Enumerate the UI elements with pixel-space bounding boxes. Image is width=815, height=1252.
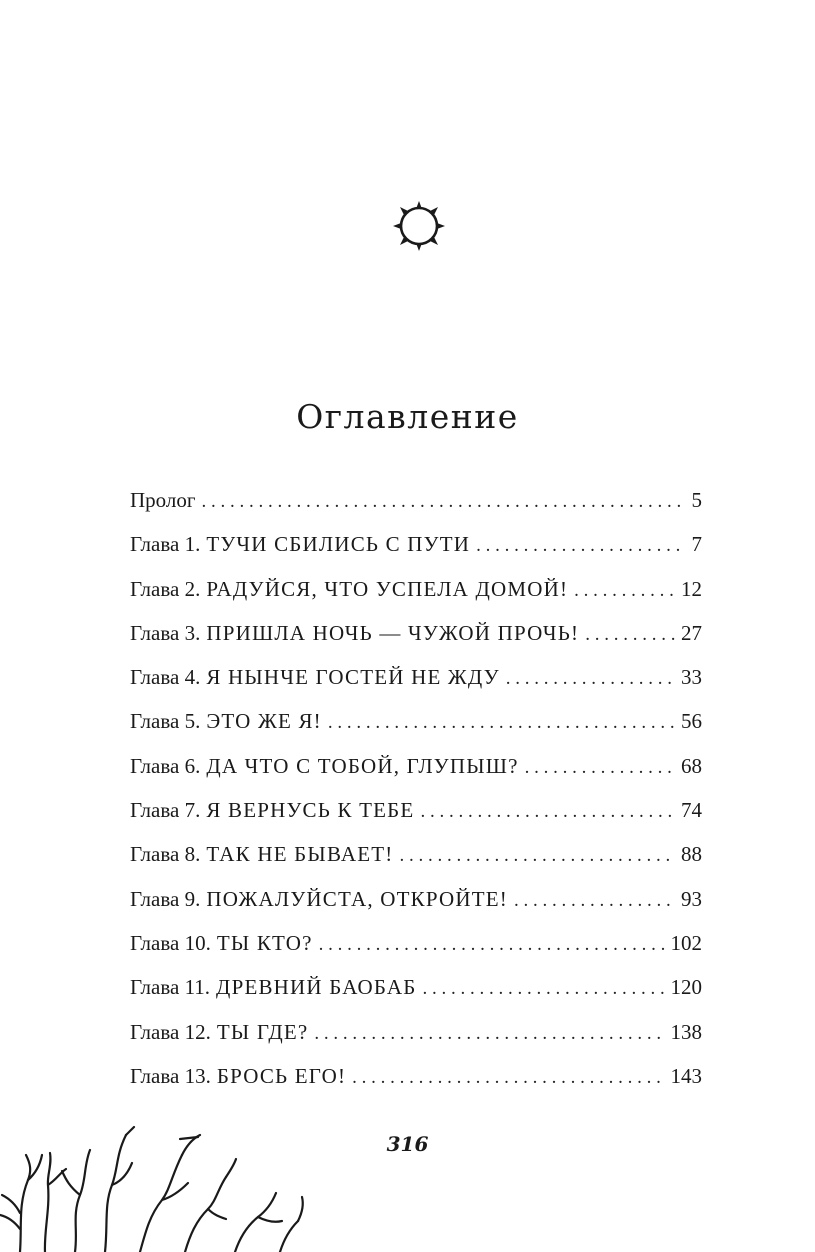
toc-entry-title: РАДУЙСЯ, ЧТО УСПЕЛА ДОМОЙ! (206, 576, 569, 601)
toc-row (130, 832, 702, 876)
toc-row (130, 478, 702, 522)
toc-entry-title: ПОЖАЛУЙСТА, ОТКРОЙТЕ! (206, 886, 508, 911)
toc-dot-leader (525, 746, 675, 790)
toc-entry-title: Я НЫНЧЕ ГОСТЕЙ НЕ ЖДУ (206, 665, 500, 690)
toc-entry-title: ТАК НЕ БЫВАЕТ! (206, 842, 394, 867)
toc-row (130, 1010, 702, 1054)
toc-entry-label: Глава 13. (130, 1063, 211, 1088)
toc-entry-page: 56 (681, 709, 702, 734)
toc-dot-leader (476, 524, 685, 568)
toc-row (130, 965, 702, 1009)
toc-row (130, 611, 702, 655)
toc-entry-page: 33 (681, 665, 702, 690)
toc-entry-page: 93 (681, 886, 702, 911)
toc-entry-page: 68 (681, 753, 702, 778)
toc-entry-page: 5 (691, 488, 702, 512)
toc-entry-title: ДРЕВНИЙ БАОБАБ (216, 975, 417, 1000)
toc-entry-page: 7 (691, 532, 702, 557)
toc-row (130, 699, 702, 743)
toc-dot-leader (319, 923, 665, 967)
toc-dot-leader (514, 879, 675, 923)
toc-entry-title: ЭТО ЖЕ Я! (206, 709, 322, 734)
toc-entry-label: Глава 4. (130, 665, 201, 690)
toc-entry-label: Глава 5. (130, 709, 201, 734)
toc-row (130, 744, 702, 788)
toc-entry-page: 138 (670, 1019, 702, 1044)
toc-dot-leader (352, 1056, 664, 1100)
toc-entry-page: 88 (681, 842, 702, 867)
toc-entry-page: 120 (670, 975, 702, 1000)
toc-entry-label: Глава 7. (130, 798, 201, 823)
toc-entry-label: Глава 9. (130, 886, 201, 911)
toc-dot-leader (420, 790, 675, 834)
toc-entry-title: Я ВЕРНУСЬ К ТЕБЕ (206, 798, 415, 823)
toc-dot-leader (399, 834, 675, 878)
toc-entry-label: Глава 3. (130, 620, 201, 645)
toc-dot-leader (574, 569, 675, 613)
toc-dot-leader (201, 480, 685, 524)
toc-row (130, 921, 702, 965)
toc-row (130, 567, 702, 611)
branches-illustration (0, 1125, 330, 1252)
toc-entry-page: 143 (670, 1063, 702, 1088)
toc-entry-title: ТУЧИ СБИЛИСЬ С ПУТИ (206, 532, 471, 557)
page-number: 316 (386, 1132, 429, 1156)
toc-row (130, 788, 702, 832)
toc-entry-label: Глава 1. (130, 532, 201, 557)
toc-entry-title: ТЫ КТО? (216, 930, 313, 955)
toc-row (130, 522, 702, 566)
toc-row (130, 1054, 702, 1098)
toc-entry-label: Глава 12. (130, 1019, 211, 1044)
toc-dot-leader (328, 701, 675, 745)
toc-entry-label: Глава 10. (130, 930, 211, 955)
table-of-contents (130, 478, 702, 1098)
toc-row (130, 877, 702, 921)
page-title: Оглавление (296, 397, 519, 437)
toc-entry-page: 102 (670, 930, 702, 955)
toc-entry-label: Глава 6. (130, 753, 201, 778)
toc-dot-leader (314, 1012, 664, 1056)
toc-entry-label: Глава 11. (130, 975, 211, 1000)
toc-entry-title: ТЫ ГДЕ? (216, 1019, 309, 1044)
toc-dot-leader (585, 613, 675, 657)
toc-entry-label: Глава 8. (130, 842, 201, 867)
toc-entry-title: ДА ЧТО С ТОБОЙ, ГЛУПЫШ? (206, 753, 519, 778)
toc-entry-page: 74 (681, 798, 702, 823)
sun-ornament-icon (387, 197, 451, 255)
toc-entry-title: БРОСЬ ЕГО! (216, 1063, 347, 1088)
toc-entry-label: Глава 2. (130, 576, 201, 601)
toc-dot-leader (506, 657, 675, 701)
toc-entry-title: ПРИШЛА НОЧЬ — ЧУЖОЙ ПРОЧЬ! (206, 620, 580, 645)
toc-entry-page: 12 (681, 576, 702, 601)
toc-entry-label: Пролог (130, 488, 196, 512)
toc-row (130, 655, 702, 699)
toc-dot-leader (423, 967, 665, 1011)
toc-entry-page: 27 (681, 620, 702, 645)
